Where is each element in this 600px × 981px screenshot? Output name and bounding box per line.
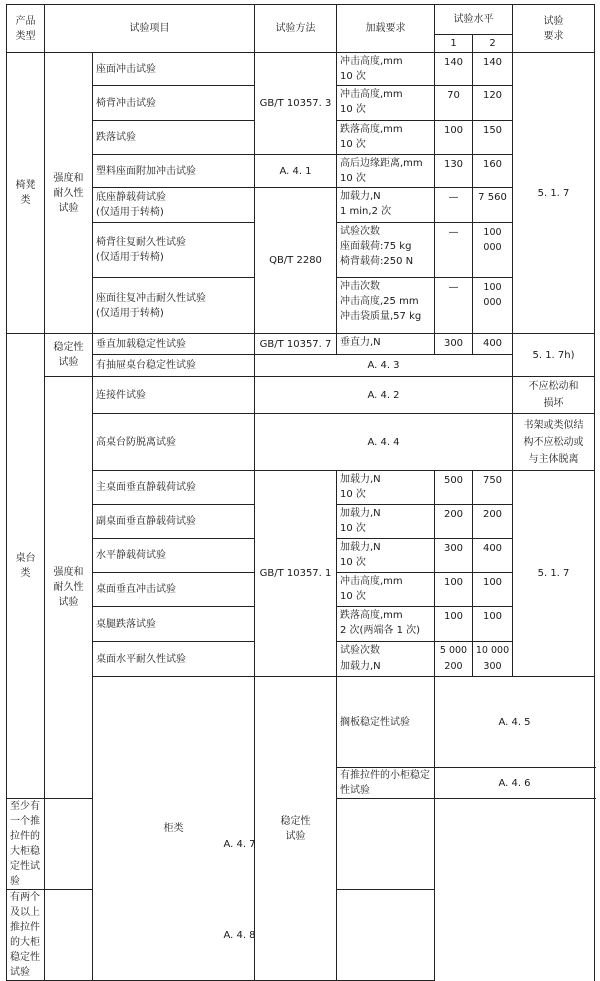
table-row — [7, 188, 595, 223]
header-test-item: 试验项目 — [45, 5, 255, 53]
method-a46: A. 4. 6 — [435, 768, 595, 799]
req-chair: 5. 1. 7 — [513, 53, 595, 334]
level1-top-horizontal-durability: 5 000 200 — [435, 642, 473, 677]
level2-back-durability: 100 000 — [473, 223, 513, 278]
header-requirement: 试验 要求 — [513, 5, 595, 53]
item-seat-repeated-impact: 座面往复冲击耐久性试验 (仅适用于转椅) — [93, 278, 255, 334]
item-drop: 跌落试验 — [93, 121, 255, 155]
item-base-static-load: 底座静载荷试验 (仅适用于转椅) — [93, 188, 255, 223]
table-row — [7, 334, 595, 355]
level2-sub-top-static-load: 200 — [473, 505, 513, 539]
req-connector: 不应松动和 损坏 — [513, 377, 595, 414]
level2-vertical-load-stability: 400 — [473, 334, 513, 355]
level1-vertical-load-stability: 300 — [435, 334, 473, 355]
method-a41: A. 4. 1 — [255, 155, 337, 188]
item-top-horizontal-durability: 桌面水平耐久性试验 — [93, 642, 255, 677]
method-a45: A. 4. 5 — [435, 677, 595, 768]
item-drawer-table-stability: 有抽屉桌台稳定性试验 — [93, 355, 255, 377]
item-back-impact: 椅背冲击试验 — [93, 86, 255, 121]
item-main-top-static-load: 主桌面垂直静载荷试验 — [93, 471, 255, 505]
level2-seat-impact: 140 — [473, 53, 513, 86]
table-row — [7, 677, 595, 768]
method-a42: A. 4. 2 — [255, 377, 513, 414]
subgroup-table-strength: 强度和 耐久性 试验 — [45, 377, 93, 799]
table-row — [7, 471, 595, 505]
load-plastic-seat-impact: 高后边缘距离,mm 10 次 — [337, 155, 435, 188]
item-horizontal-static-load: 水平静载荷试验 — [93, 539, 255, 573]
load-top-horizontal-durability: 试验次数 加载力,N — [337, 642, 435, 677]
level2-drop: 150 — [473, 121, 513, 155]
subgroup-table-stability: 稳定性 试验 — [45, 334, 93, 377]
level2-leg-drop: 100 — [473, 607, 513, 642]
method-gbt-10357-1: GB/T 10357. 1 — [255, 471, 337, 677]
item-connector: 连接件试验 — [93, 377, 255, 414]
group-cabinet: 柜类 — [93, 677, 255, 981]
subgroup-cabinet-stability: 稳定性 试验 — [255, 677, 337, 981]
load-leg-drop: 跌落高度,mm 2 次(两端各 1 次) — [337, 607, 435, 642]
table-row — [7, 155, 595, 188]
level1-top-vertical-impact: 100 — [435, 573, 473, 607]
method-a43: A. 4. 3 — [255, 355, 513, 377]
load-back-durability: 试验次数 座面载荷:75 kg 椅背载荷:250 N — [337, 223, 435, 278]
subgroup-chair-strength: 强度和 耐久性 试验 — [45, 53, 93, 334]
level2-top-vertical-impact: 100 — [473, 573, 513, 607]
level1-main-top-static-load: 500 — [435, 471, 473, 505]
item-sub-top-static-load: 副桌面垂直静载荷试验 — [93, 505, 255, 539]
level2-back-impact: 120 — [473, 86, 513, 121]
level2-horizontal-static-load: 400 — [473, 539, 513, 573]
load-base-static-load: 加载力,N 1 min,2 次 — [337, 188, 435, 223]
item-leg-drop: 桌腿跌落试验 — [93, 607, 255, 642]
req-table-strength: 5. 1. 7 — [513, 471, 595, 677]
test-requirements-table — [6, 4, 595, 981]
test-requirements-table-sheet — [6, 4, 594, 978]
load-sub-top-static-load: 加载力,N 10 次 — [337, 505, 435, 539]
level1-horizontal-static-load: 300 — [435, 539, 473, 573]
item-large-cabinet-one-drawer: 至少有一个推拉件的大柜稳 定性试验 — [7, 799, 45, 890]
level1-plastic-seat-impact: 130 — [435, 155, 473, 188]
level2-seat-repeated-impact: 100 000 — [473, 278, 513, 334]
level2-base-static-load: 7 560 — [473, 188, 513, 223]
item-large-cabinet-two-drawers: 有两个及以上推拉件的大柜 稳定性试验 — [7, 890, 45, 981]
method-a48: A. 4. 8 — [45, 890, 435, 981]
level2-plastic-seat-impact: 160 — [473, 155, 513, 188]
item-vertical-load-stability: 垂直加载稳定性试验 — [93, 334, 255, 355]
level1-back-impact: 70 — [435, 86, 473, 121]
header-test-level: 试验水平 — [435, 5, 513, 35]
group-table: 桌台 类 — [7, 334, 45, 799]
method-qbt-2280: QB/T 2280 — [255, 188, 337, 334]
level1-sub-top-static-load: 200 — [435, 505, 473, 539]
load-horizontal-static-load: 加载力,N 10 次 — [337, 539, 435, 573]
load-drop: 跌落高度,mm 10 次 — [337, 121, 435, 155]
table-row — [7, 414, 595, 471]
item-plastic-seat-impact: 塑料座面附加冲击试验 — [93, 155, 255, 188]
method-a47: A. 4. 7 — [45, 799, 435, 890]
level2-top-horizontal-durability: 10 000 300 — [473, 642, 513, 677]
header-level-1: 1 — [435, 35, 473, 53]
header-row-1 — [7, 5, 595, 35]
load-main-top-static-load: 加载力,N 10 次 — [337, 471, 435, 505]
method-a44: A. 4. 4 — [255, 414, 513, 471]
table-row — [7, 377, 595, 414]
item-shelf-stability: 搁板稳定性试验 — [337, 677, 435, 768]
level1-drop: 100 — [435, 121, 473, 155]
method-gbt-10357-7: GB/T 10357. 7 — [255, 334, 337, 355]
level1-seat-impact: 140 — [435, 53, 473, 86]
method-gbt-10357-3: GB/T 10357. 3 — [255, 53, 337, 155]
table-row — [7, 799, 595, 890]
table-row — [7, 890, 595, 981]
item-back-durability: 椅背往复耐久性试验 (仅适用于转椅) — [93, 223, 255, 278]
group-chair: 椅凳 类 — [7, 53, 45, 334]
header-method: 试验方法 — [255, 5, 337, 53]
item-top-vertical-impact: 桌面垂直冲击试验 — [93, 573, 255, 607]
load-vertical-load-stability: 垂直力,N — [337, 334, 435, 355]
header-product-type: 产品 类型 — [7, 5, 45, 53]
item-small-cabinet-stability: 有推拉件的小柜稳定性试验 — [337, 768, 435, 799]
table-row — [7, 355, 595, 377]
level1-leg-drop: 100 — [435, 607, 473, 642]
level1-base-static-load: — — [435, 188, 473, 223]
level1-back-durability: — — [435, 223, 473, 278]
item-high-table-anti-detach: 高桌台防脱离试验 — [93, 414, 255, 471]
level1-seat-repeated-impact: — — [435, 278, 473, 334]
level2-main-top-static-load: 750 — [473, 471, 513, 505]
req-table-stability: 5. 1. 7h) — [513, 334, 595, 377]
header-load-requirement: 加载要求 — [337, 5, 435, 53]
req-high-table-anti-detach: 书架或类似结 构不应松动或 与主体脱离 — [513, 414, 595, 471]
load-seat-repeated-impact: 冲击次数 冲击高度,25 mm 冲击袋质量,57 kg — [337, 278, 435, 334]
load-seat-impact: 冲击高度,mm 10 次 — [337, 53, 435, 86]
header-level-2: 2 — [473, 35, 513, 53]
load-back-impact: 冲击高度,mm 10 次 — [337, 86, 435, 121]
table-row — [7, 53, 595, 86]
item-seat-impact: 座面冲击试验 — [93, 53, 255, 86]
load-top-vertical-impact: 冲击高度,mm 10 次 — [337, 573, 435, 607]
